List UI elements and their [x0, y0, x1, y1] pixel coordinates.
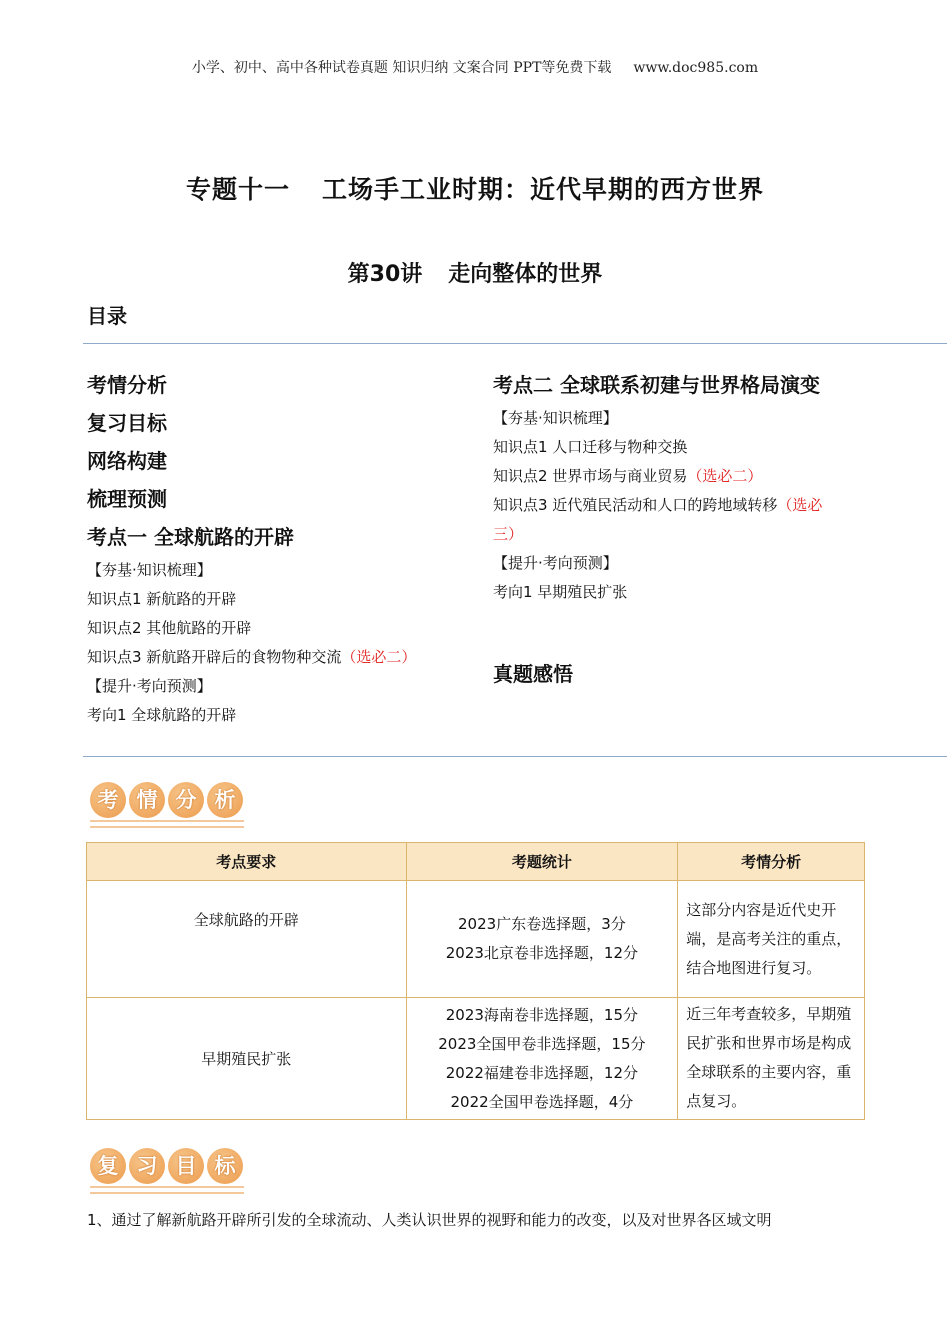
- table-cell-analysis: 这部分内容是近代史开端，是高考关注的重点，结合地图进行复习。: [678, 881, 865, 998]
- stat-line: 2022全国甲卷选择题，4分: [450, 1092, 634, 1111]
- badge-underline: [90, 1186, 244, 1194]
- toc-direction-1[interactable]: 考向1 全球航路的开辟: [87, 706, 237, 724]
- page-header: [0, 57, 950, 77]
- toc-item-analysis[interactable]: 考情分析: [87, 373, 167, 397]
- toc-item-goals[interactable]: 复习目标: [87, 411, 167, 435]
- toc-real-questions[interactable]: 真题感悟: [493, 662, 573, 686]
- goal-paragraph: 1、通过了解新航路开辟所引发的全球流动、人类认识世界的视野和能力的改变，以及对世界各区域文明: [87, 1211, 772, 1229]
- toc-knowledge-1[interactable]: 知识点1 新航路的开辟: [87, 590, 237, 608]
- toc-basics-label-2: 【夯基·知识梳理】: [493, 409, 618, 427]
- toc-basics-label: 【夯基·知识梳理】: [87, 561, 212, 579]
- toc-knowledge-2-2[interactable]: [493, 462, 822, 491]
- table-cell-stats: [406, 998, 678, 1120]
- badge-char: 情: [129, 782, 165, 818]
- table-header: 考点要求: [87, 843, 407, 881]
- toc-right-column: [493, 366, 822, 693]
- badge-char: 习: [129, 1148, 165, 1184]
- elective-note-3a: （选必: [777, 496, 823, 514]
- toc-direction-2-1[interactable]: 考向1 早期殖民扩张: [493, 583, 628, 601]
- badge-char: 分: [168, 782, 204, 818]
- toc-knowledge-3[interactable]: [87, 643, 416, 672]
- toc-item-network[interactable]: 网络构建: [87, 449, 167, 473]
- toc-point-1[interactable]: 考点一 全球航路的开辟: [87, 525, 294, 549]
- topic-number: 专题十一: [185, 175, 290, 204]
- toc-knowledge-2-2-text: 知识点2 世界市场与商业贸易: [493, 467, 688, 485]
- elective-note-3b: 三）: [493, 525, 524, 543]
- exam-analysis-table: [86, 842, 865, 1120]
- stat-line: 2023广东卷选择题，3分: [458, 915, 626, 933]
- elective-note-2: （选必二）: [687, 467, 763, 485]
- toc-knowledge-2-1[interactable]: 知识点1 人口迁移与物种交换: [493, 438, 688, 456]
- toc-raise-label-2: 【提升·考向预测】: [493, 554, 618, 572]
- badge-char: 目: [168, 1148, 204, 1184]
- table-cell-requirement: 早期殖民扩张: [87, 998, 407, 1120]
- header-site-link[interactable]: www.doc985.com: [633, 60, 759, 76]
- table-cell-analysis: 近三年考查较多，早期殖民扩张和世界市场是构成全球联系的主要内容，重点复习。: [678, 998, 865, 1120]
- table-row: [87, 881, 865, 998]
- topic-name: 工场手工业时期：近代早期的西方世界: [322, 175, 765, 204]
- badge-underline: [90, 820, 244, 828]
- toc-item-review[interactable]: 梳理预测: [87, 487, 167, 511]
- toc-knowledge-2[interactable]: 知识点2 其他航路的开辟: [87, 619, 252, 637]
- table-cell-stats: [406, 881, 678, 998]
- table-header-row: [87, 843, 865, 881]
- table-header: 考情分析: [678, 843, 865, 881]
- toc-knowledge-3-text: 知识点3 新航路开辟后的食物物种交流: [87, 648, 342, 666]
- section-badge-goals: [88, 1148, 246, 1196]
- lecture-name: 走向整体的世界: [448, 262, 603, 287]
- divider-top: [83, 343, 947, 344]
- badge-char: 标: [207, 1148, 243, 1184]
- stat-line: 2023北京卷非选择题，12分: [445, 944, 638, 962]
- toc-heading: 目录: [87, 304, 127, 328]
- table-cell-requirement: 全球航路的开辟: [87, 881, 407, 998]
- lecture-title: [0, 257, 950, 288]
- toc-knowledge-2-3[interactable]: [493, 491, 822, 520]
- elective-note: （选必二）: [341, 648, 417, 666]
- toc-raise-label: 【提升·考向预测】: [87, 677, 212, 695]
- stat-line: 2023海南卷非选择题，15分: [445, 1005, 638, 1024]
- lecture-number: 第30讲: [347, 262, 423, 287]
- table-header: 考题统计: [406, 843, 678, 881]
- toc-left-column: [87, 366, 416, 730]
- toc-knowledge-2-3-text: 知识点3 近代殖民活动和人口的跨地域转移: [493, 496, 778, 514]
- toc-point-2[interactable]: 考点二 全球联系初建与世界格局演变: [493, 373, 820, 397]
- divider-bottom: [83, 756, 947, 757]
- section-badge-analysis: [88, 782, 246, 830]
- header-text: 小学、初中、高中各种试卷真题 知识归纳 文案合同 PPT等免费下载: [191, 60, 612, 76]
- badge-char: 析: [207, 782, 243, 818]
- table-row: [87, 998, 865, 1120]
- stat-line: 2022福建卷非选择题，12分: [445, 1063, 638, 1082]
- badge-char: 考: [90, 782, 126, 818]
- badge-char: 复: [90, 1148, 126, 1184]
- topic-title: [0, 170, 950, 206]
- stat-line: 2023全国甲卷非选择题，15分: [438, 1034, 646, 1053]
